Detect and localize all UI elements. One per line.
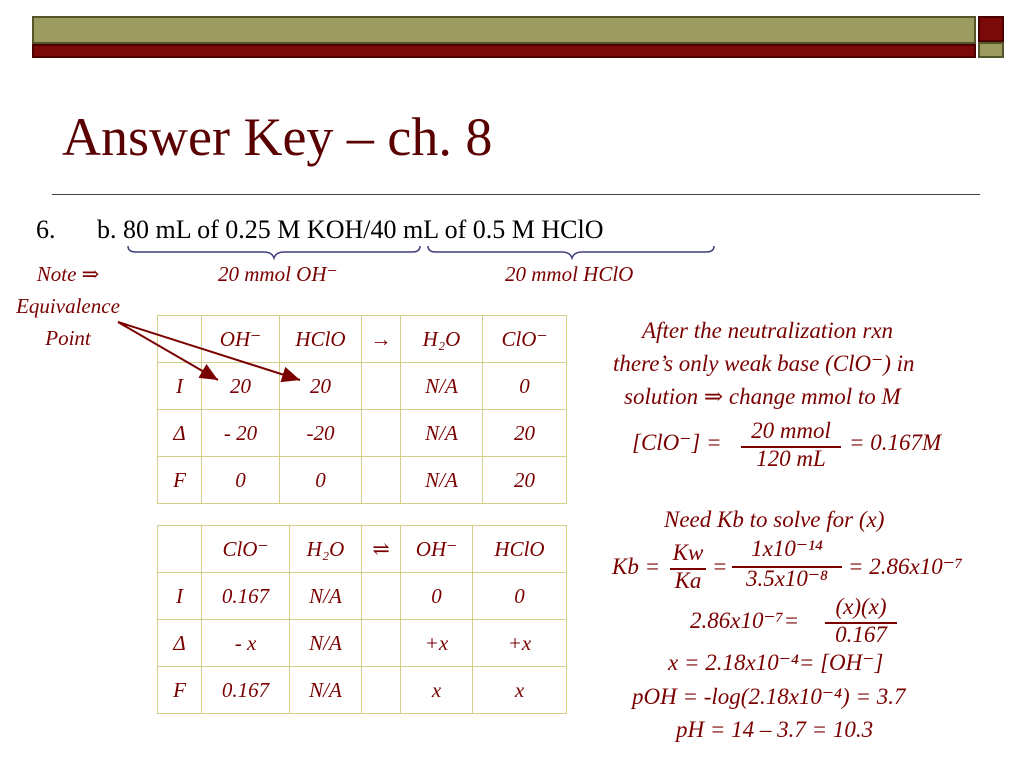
concentration-lhs: [ClO⁻] =	[632, 430, 722, 455]
table-cell: 0.167	[202, 667, 290, 714]
table-cell: 0	[202, 457, 280, 504]
table-cell: H₂O	[290, 526, 362, 573]
explanation-line-3: solution ⇒ change mmol to M	[624, 384, 901, 409]
question-text: b. 80 mL of 0.25 M KOH/40 mL of 0.5 M HClO	[97, 215, 604, 244]
arrow-to-oh	[118, 322, 218, 380]
table-cell: I	[158, 363, 202, 410]
table-cell: 20	[483, 410, 567, 457]
table-cell: x	[473, 667, 567, 714]
table-cell: - 20	[202, 410, 280, 457]
explanation-line-1: After the neutralization rxn	[642, 318, 894, 343]
table-cell: +x	[473, 620, 567, 667]
ph-line: pH = 14 – 3.7 = 10.3	[676, 717, 874, 742]
table-cell: 0	[401, 573, 473, 620]
brace-right	[428, 246, 714, 258]
table-cell: N/A	[290, 573, 362, 620]
table-cell: 0	[473, 573, 567, 620]
ka-denominator: Ka	[674, 568, 702, 593]
kb-lhs: Kb =	[612, 554, 661, 579]
kb-equals: =	[712, 554, 728, 579]
table-cell: HClO	[473, 526, 567, 573]
concentration-numerator: 20 mmol	[751, 418, 831, 443]
table-cell: F	[158, 457, 202, 504]
kb-result: = 2.86x10⁻⁷	[848, 554, 963, 579]
need-kb-text: Need Kb to solve for (x)	[664, 507, 885, 532]
table-cell: Δ	[158, 620, 202, 667]
table-cell: - x	[202, 620, 290, 667]
table-cell: 20	[483, 457, 567, 504]
equation-lhs: 2.86x10⁻⁷=	[690, 608, 800, 633]
table-cell: 0	[280, 457, 362, 504]
table-cell: ClO⁻	[483, 316, 567, 363]
arrow-to-hclo	[118, 322, 300, 380]
brace-label-oh: 20 mmol OH⁻	[218, 262, 338, 286]
table-cell: 20	[280, 363, 362, 410]
x-result-line: x = 2.18x10⁻⁴= [OH⁻]	[668, 650, 884, 675]
equation-numerator: (x)(x)	[835, 594, 887, 619]
equilibrium-arrow-icon: ⇌	[362, 526, 401, 573]
kw-numerator: Kw	[672, 540, 704, 565]
table-cell: F	[158, 667, 202, 714]
kw-value: 1x10⁻¹⁴	[751, 536, 823, 561]
table-cell: +x	[401, 620, 473, 667]
table-cell: N/A	[401, 363, 483, 410]
brace-label-hclo: 20 mmol HClO	[505, 262, 634, 286]
ka-value: 3.5x10⁻⁸	[745, 566, 829, 591]
poh-line: pOH = -log(2.18x10⁻⁴) = 3.7	[632, 684, 906, 709]
table-cell: Δ	[158, 410, 202, 457]
table-cell: x	[401, 667, 473, 714]
explanation-line-2: there’s only weak base (ClO⁻) in	[613, 351, 915, 376]
table-cell: HClO	[280, 316, 362, 363]
equation-denominator: 0.167	[835, 622, 887, 647]
table-cell: -20	[280, 410, 362, 457]
note-line-3: Point	[45, 326, 91, 350]
arrow-icon: →	[362, 316, 401, 363]
table-cell: N/A	[290, 620, 362, 667]
table-cell: N/A	[401, 410, 483, 457]
note-line-2: Equivalence	[16, 294, 120, 318]
concentration-denominator: 120 mL	[756, 446, 826, 471]
table-cell: I	[158, 573, 202, 620]
table-cell: H₂O	[401, 316, 483, 363]
question-number: 6.	[36, 215, 56, 244]
table-cell: OH⁻	[202, 316, 280, 363]
table-cell: 0	[483, 363, 567, 410]
table-cell: OH⁻	[401, 526, 473, 573]
table-cell: N/A	[401, 457, 483, 504]
note-line-1: Note ⇒	[36, 262, 100, 286]
concentration-rhs: = 0.167M	[849, 430, 942, 455]
table-cell: ClO⁻	[202, 526, 290, 573]
table-cell: 0.167	[202, 573, 290, 620]
table-cell: 20	[202, 363, 280, 410]
brace-left	[128, 246, 420, 258]
table-cell: N/A	[290, 667, 362, 714]
slide-title: Answer Key – ch. 8	[62, 107, 493, 167]
